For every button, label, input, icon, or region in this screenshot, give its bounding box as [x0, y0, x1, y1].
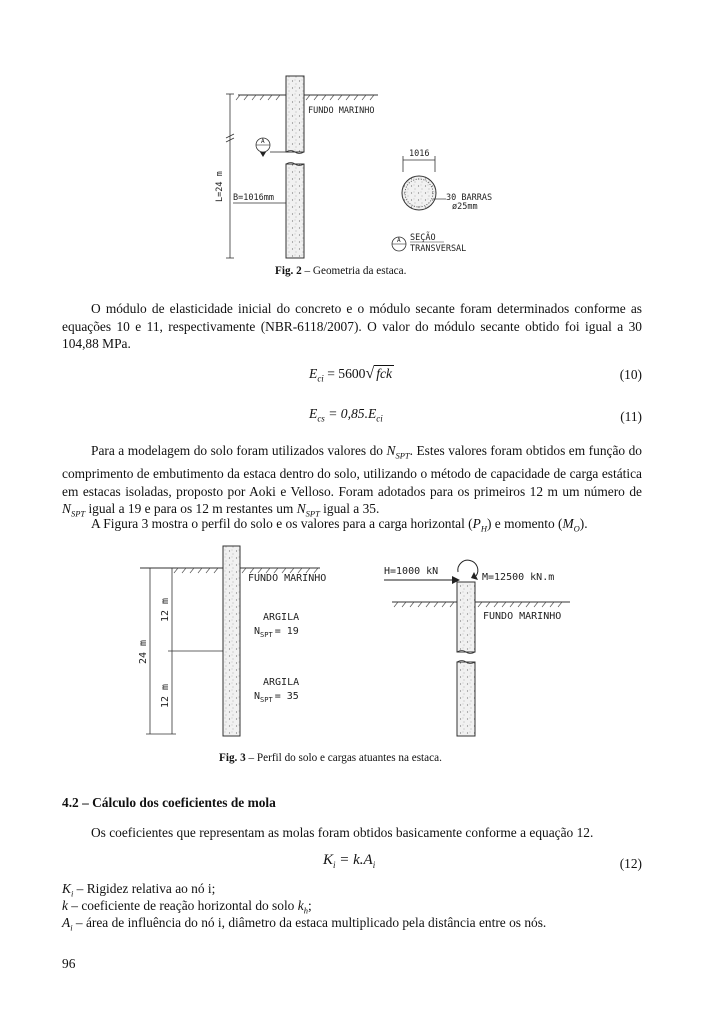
dim-24m: 24 m: [138, 639, 149, 664]
horizontal-load-label: H=1000 kN: [384, 566, 439, 577]
horizontal-load-arrow-icon: [384, 576, 460, 584]
section-diameter-label: 1016: [409, 149, 430, 159]
para2-text-4: igual a 35.: [319, 501, 380, 517]
left-pile: [223, 546, 240, 736]
moment-arrow-icon: [458, 560, 478, 580]
diameter-label: B=1016mm: [233, 193, 274, 203]
moment-label: M=12500 kN.m: [482, 572, 555, 583]
eq11-rhs: = 0,85.E: [324, 406, 377, 421]
right-seafloor-label: FUNDO MARINHO: [483, 611, 562, 622]
paragraph-figure3-intro: [62, 515, 642, 538]
eq10-rhs-pre: = 5600: [323, 366, 366, 381]
page-number: 96: [62, 956, 76, 971]
length-dimension: [226, 94, 234, 258]
dim-12m-top: 12 m: [160, 597, 171, 622]
layer2-soil-label: ARGILA: [263, 677, 300, 688]
eq10-root: fck: [376, 366, 393, 381]
definition-k: k – coeficiente de reação horizontal do solo $k_h$;: [62, 898, 312, 916]
bars-label: 30 BARRAS: [446, 193, 493, 203]
left-seafloor-label: FUNDO MARINHO: [248, 573, 327, 584]
pile-shaft: [286, 76, 304, 258]
figure-2-pile-geometry: [200, 72, 520, 262]
paragraph-modulus: O módulo de elasticidade inicial do concreto e o módulo secante foram determinados conforme as equações 10 e 11, respectivamente (NBR-6118/2007). O valor do módulo secante obtido foi igual a 30 104,88 MPa.: [62, 301, 642, 351]
section-title-letter: A: [397, 237, 401, 244]
section-heading: 4.2 – Cálculo dos coeficientes de mola: [62, 795, 276, 810]
eq11-lhs-sub: cs: [317, 413, 325, 424]
eq10-lhs-sub: ci: [317, 373, 324, 384]
sqrt-symbol-icon: √: [365, 365, 375, 382]
paragraph-spring-coefficients: Os coeficientes que representam as molas foram obtidos basicamente conforme a equação 12.: [91, 825, 594, 840]
seafloor-line: [236, 95, 378, 100]
para3-mo: $M_O$: [562, 516, 580, 534]
figure-2-caption-label: Fig. 2: [275, 265, 302, 277]
eq10-lhs: E: [309, 366, 318, 381]
bar-diameter-label: ø25mm: [452, 202, 478, 212]
para3-text-2: ) e momento (: [486, 516, 563, 531]
eq11-rhs-sub: ci: [376, 413, 383, 424]
equation-11: [309, 406, 383, 424]
eq12-rhs: = k.A: [335, 852, 373, 868]
section-title-line1: SEÇÃO: [410, 233, 436, 243]
figure-3-soil-profile: [130, 542, 600, 742]
figure-3-caption-label: Fig. 3: [219, 752, 246, 764]
eq11-lhs: E: [309, 406, 318, 421]
right-pile: [457, 582, 475, 736]
definition-ai: $A_i$ – área de influência do nó i, diâmetro da estaca multiplicado pela distância entre os nós.: [62, 915, 547, 933]
para2-text-1: Para a modelagem do solo foram utilizados valores do: [91, 443, 387, 458]
dim-12m-bottom: 12 m: [160, 683, 171, 708]
equation-11-number: (11): [620, 409, 642, 424]
section-title-line2: TRANSVERSAL: [410, 244, 467, 254]
layer1-nspt-label: $N_{SPT} = 19$: [254, 626, 299, 639]
eq12-lhs-sub: i: [333, 860, 336, 870]
layer2-nspt-label: $N_{SPT} = 35$: [254, 691, 299, 704]
para2-text-3: igual a 19 e para os 12 m restantes um: [85, 501, 297, 517]
para3-ph: $P_H$: [472, 516, 487, 534]
length-label: L=24 m: [215, 171, 225, 202]
para3-text-1: A Figura 3 mostra o perfil do solo e os valores para a carga horizontal (: [91, 516, 473, 531]
eq12-rhs-sub: i: [372, 860, 376, 870]
figure-3-caption: [219, 752, 442, 764]
equation-12: [323, 852, 375, 870]
para3-text-3: ).: [579, 516, 588, 531]
paragraph-soil-model: [62, 442, 642, 523]
layer1-soil-label: ARGILA: [263, 612, 300, 623]
para2-text-2: . Estes valores foram obtidos em função do comprimento de embutimento da estaca dentro do solo, utilizando o método de capacidade de carga estática em estacas isoladas, proposto por Aoki e Velloso. Foram adotados para os primeiros 12 m um número de: [62, 443, 642, 499]
figure-2-caption: [275, 265, 406, 277]
definition-ki: $K_i$ – Rigidez relativa ao nó i;: [62, 881, 216, 899]
figure-3-caption-text: – Perfil do solo e cargas atuantes na estaca.: [245, 752, 442, 764]
seafloor-label: FUNDO MARINHO: [308, 106, 375, 116]
depth-dimensions: [146, 568, 223, 734]
section-marker-letter: A: [261, 138, 265, 145]
right-seafloor-line: [392, 602, 570, 607]
cross-section: [402, 156, 446, 210]
figure-2-caption-text: – Geometria da estaca.: [301, 265, 407, 277]
equation-10-number: (10): [619, 367, 642, 382]
para2-nspt-3: $N_{SPT}$: [296, 501, 320, 519]
para2-nspt-2: $N_{SPT}$: [62, 501, 86, 519]
para2-nspt-1: $N_{SPT}$: [386, 443, 410, 461]
equation-10: [309, 365, 394, 384]
eq12-lhs: K: [323, 852, 334, 868]
equation-12-number: (12): [619, 856, 642, 871]
